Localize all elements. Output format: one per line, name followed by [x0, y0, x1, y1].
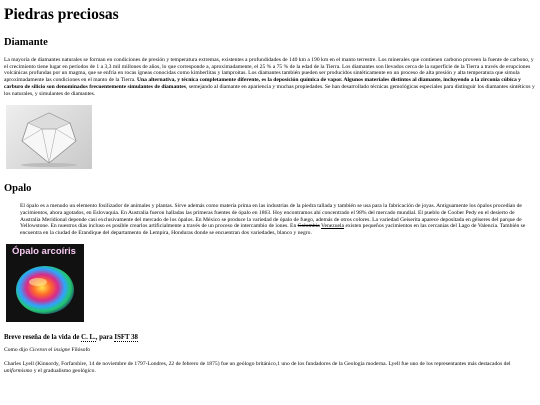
quote-start: Como dijo — [4, 346, 28, 353]
opalo-text-end: existen pequeños yacimientos en las cercanías del Lago de Valencia. También se encuentra en la ciudad de Erandique del departamento de Lempira, Honduras donde se encuentran dos variedades, blanco y negro. — [20, 223, 526, 237]
quote-line — [4, 347, 536, 354]
opalo-heading: Opalo — [4, 183, 32, 195]
resena-heading-start: Breve reseña de la vida de — [4, 333, 80, 341]
diamond-illustration — [6, 105, 92, 169]
bio-text-end: y el gradualismo geológico. — [33, 368, 96, 375]
diamante-bold-text: Una alternativa, y técnica completamente diferente, es la deposición química de vapor. Algunos materiales distintos al diamante, incluyendo a la zirconia cúbica y carburo de silicio son denominados frecuentemente simulantes de diamantes — [4, 77, 521, 90]
page-title: Piedras preciosas — [4, 6, 119, 23]
quote-adjective: insigne — [53, 346, 71, 353]
abbr-isft: ISFT 38 — [114, 333, 138, 341]
diamante-text-end: , semejando al diamante en apariencia y muchas propiedades. Se han desarrollado técnicas gemológicas especiales para distinguir los diamantes sintéticos y los naturales, y simulantes de diamantes. — [4, 83, 535, 97]
resena-heading — [4, 334, 536, 341]
resena-heading-mid: para — [99, 333, 113, 341]
diamante-text: La mayoría de diamantes naturales se forman en condiciones de presión y temperatura extremas, existentes a profundidades de 140 km a 190 km en el manto terrestre. Los minerales que contienen carbono proveen la fuente de carbono, y el crecimiento tiene lugar en períodos de 1 a 3,3 mil millones de años, lo que corresponde a, aproximadamente, el 25 % a 75 % de la edad de la Tierra. Los diamantes son llevados cerca de la superficie de la Tierra a través de erupciones volcánicas profundas por un magma, que se enfría en rocas ígneas conocidas como kimberlitas y lamproitas. Los diamantes también pueden ser producidos sintéticamente en un proceso de alta presión y alta temperatura que simula aproximadamente las condiciones en el manto de la Tierra. — [4, 57, 534, 84]
opal-image — [6, 244, 84, 322]
biography-paragraph — [4, 361, 536, 374]
resena-comma: , — [95, 333, 98, 341]
quote-mid: el — [48, 346, 53, 353]
opalo-paragraph — [20, 203, 536, 237]
quote-name: Ciceron — [29, 346, 48, 353]
diamante-paragraph — [4, 57, 536, 97]
diamante-heading: Diamante — [4, 37, 48, 48]
quote-end: Filósofo — [71, 346, 91, 353]
bio-emphasis: uniformismo — [4, 368, 33, 375]
diamond-image — [6, 105, 92, 169]
bio-text: Charles Lyell (Kinnordy, Forfarshire, 14 de noviembre de 1797-Londres, 22 de febrero de 1875) fue un geólogo británico,1 uno de los fundadores de la Geología moderna. Lyell fue uno de los representantes más destacados del — [4, 361, 511, 368]
underlined-text: Venezuela — [321, 223, 345, 230]
abbr-initials: C. L. — [81, 333, 96, 341]
opalo-text: El ópalo es a menudo un elemento fosilizador de animales y plantas. Sirve además como materia prima en las industrias de la piedra tallada y también se usa para la fabricación de joyas. Antiguamente los ópalos procedían de yacimientos, ahora agotados, en Eslovaquia. En Australia fueron halladas las primeras fuentes de ópalo en 1863. Hoy encontramos ahí concentrado el 98% del mercado mundial. El pueblo de Coober Pedy en el desierto de Australia Meridional depende casi exclusivamente del mercado de los ópalos. En México se produce la variedad de ópalo de fuego, además de otros colores. La variedad Geiserita aparece depositada en géiseres del parque de Yellowstone. En nuestros días incluso es posible crearlos artificialmente a través de un proceso de intercambio de iones. En — [20, 203, 522, 230]
opal-caption: Ópalo arcoíris — [12, 245, 76, 257]
struck-text: Colombia — [297, 223, 320, 230]
